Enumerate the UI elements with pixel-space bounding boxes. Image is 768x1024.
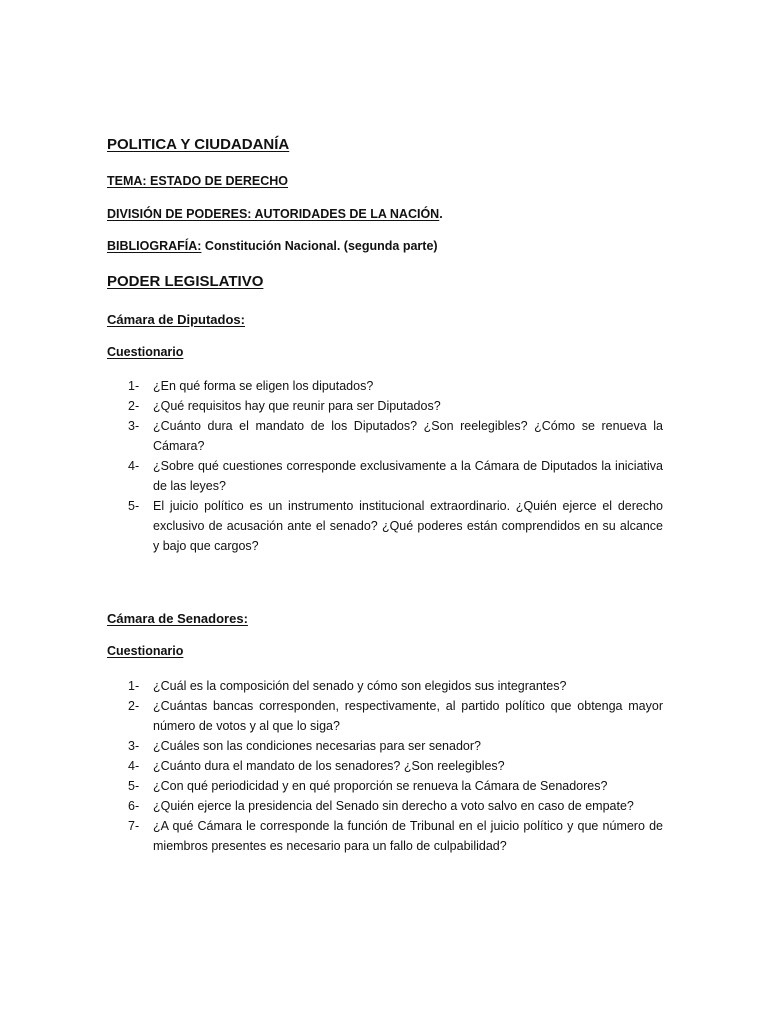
question-number: 2- (128, 399, 140, 413)
division-period: . (439, 207, 443, 221)
list-item (107, 696, 663, 736)
question-text: ¿Con qué periodicidad y en qué proporción se renueva la Cámara de Senadores? (153, 779, 608, 793)
tema-line: TEMA: ESTADO DE DERECHO (107, 174, 289, 188)
question-number: 2- (128, 699, 140, 713)
list-item (107, 796, 663, 816)
list-item (107, 816, 663, 856)
question-number: 7- (128, 819, 140, 833)
question-number: 4- (128, 459, 140, 473)
document-title: POLITICA Y CIUDADANÍA (107, 136, 290, 153)
cuestionario-diputados-label: Cuestionario (107, 345, 184, 359)
bibliografia-label: BIBLIOGRAFÍA: (107, 239, 202, 253)
division-line (107, 207, 443, 221)
question-number: 5- (128, 779, 140, 793)
question-text: ¿Cuánto dura el mandato de los Diputados? ¿Son reelegibles? ¿Cómo se renueva la Cámara? (153, 419, 663, 453)
list-item (107, 776, 663, 796)
question-number: 3- (128, 739, 140, 753)
list-item (107, 756, 663, 776)
list-item (107, 456, 663, 496)
question-number: 5- (128, 499, 140, 513)
question-text: ¿Cuántas bancas corresponden, respectivamente, al partido político que obtenga mayor número de votos y al que lo siga? (153, 699, 663, 733)
bibliografia-line (107, 239, 438, 253)
question-text: ¿Cuál es la composición del senado y cómo son elegidos sus integrantes? (153, 679, 567, 693)
question-text: El juicio político es un instrumento institucional extraordinario. ¿Quién ejerce el derecho exclusivo de acusación ante el senado? ¿Qué poderes están comprendidos en su alcance y bajo que cargos? (153, 499, 663, 553)
question-text: ¿Sobre qué cuestiones corresponde exclusivamente a la Cámara de Diputados la iniciativa de las leyes? (153, 459, 663, 493)
division-text: DIVISIÓN DE PODERES: AUTORIDADES DE LA NACIÓN (107, 207, 440, 221)
list-item (107, 496, 663, 556)
list-item (107, 376, 663, 396)
senadores-question-list (107, 676, 663, 856)
list-item (107, 676, 663, 696)
question-number: 1- (128, 679, 140, 693)
bibliografia-text: Constitución Nacional. (segunda parte) (201, 239, 438, 253)
question-number: 3- (128, 419, 140, 433)
question-text: ¿Cuánto dura el mandato de los senadores? ¿Son reelegibles? (153, 759, 505, 773)
cuestionario-senadores-label: Cuestionario (107, 644, 184, 658)
question-number: 6- (128, 799, 140, 813)
question-text: ¿Cuáles son las condiciones necesarias para ser senador? (153, 739, 481, 753)
question-number: 4- (128, 759, 140, 773)
list-item (107, 416, 663, 456)
question-text: ¿A qué Cámara le corresponde la función de Tribunal en el juicio político y que número de miembros presentes es necesario para un fallo de culpabilidad? (153, 819, 663, 853)
list-item (107, 396, 663, 416)
section-heading-poder-legislativo: PODER LEGISLATIVO (107, 273, 264, 290)
heading-camara-senadores: Cámara de Senadores: (107, 611, 248, 626)
list-item (107, 736, 663, 756)
question-text: ¿En qué forma se eligen los diputados? (153, 379, 374, 393)
question-number: 1- (128, 379, 140, 393)
heading-camara-diputados: Cámara de Diputados: (107, 312, 245, 327)
question-text: ¿Quién ejerce la presidencia del Senado sin derecho a voto salvo en caso de empate? (153, 799, 634, 813)
diputados-question-list (107, 376, 663, 556)
question-text: ¿Qué requisitos hay que reunir para ser Diputados? (153, 399, 441, 413)
